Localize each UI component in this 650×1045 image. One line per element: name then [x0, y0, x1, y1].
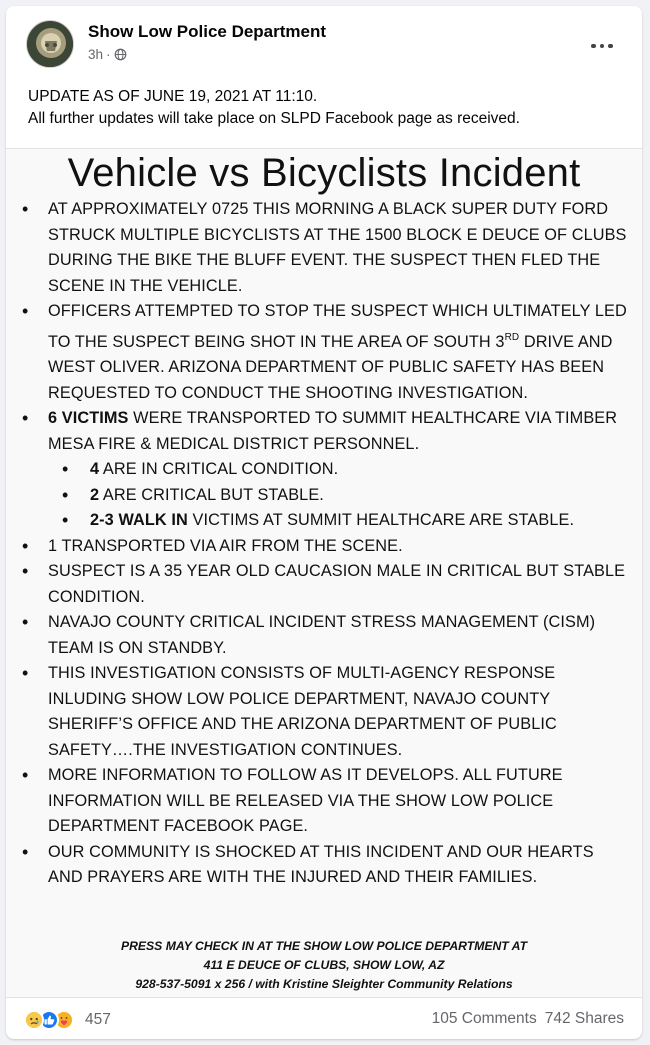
- reaction-count[interactable]: 457: [85, 1011, 111, 1028]
- press-line-1: PRESS MAY CHECK IN AT THE SHOW LOW POLICE DEPARTMENT AT: [120, 939, 528, 953]
- flyer-title: Vehicle vs Bicyclists Incident: [67, 151, 581, 195]
- comments-count-link[interactable]: 105 Comments: [431, 1010, 537, 1027]
- list-item: • THIS INVESTIGATION CONSISTS OF MULTI-AGENCY RESPONSE INLUDING SHOW LOW POLICE DEPARTMENT, NAVAJO COUNTY SHERIFF’S OFFICE AND THE ARIZONA DEPARTMENT OF PUBLIC SAFETY….THE INVESTIGATION CONTINUES.: [22, 663, 557, 759]
- sad-icon: [24, 1010, 44, 1030]
- bullet-icon: •: [22, 663, 29, 683]
- flyer-bullet-list: [20, 197, 630, 891]
- post-header: [20, 18, 630, 78]
- bullet-icon: •: [22, 408, 29, 428]
- bullet-icon: •: [22, 841, 29, 862]
- press-line-3: 928-537-5091 x 256 / with Kristine Sleighter Community Relations: [135, 977, 513, 991]
- sub-list: [20, 457, 630, 534]
- list-item: • OUR COMMUNITY IS SHOCKED AT THIS INCIDENT AND OUR HEARTS AND PRAYERS ARE WITH THE INJURED AND THEIR FAMILIES.: [22, 841, 594, 886]
- bullet-icon: •: [22, 561, 29, 581]
- bullet-icon: •: [22, 612, 29, 632]
- page-name[interactable]: Show Low Police Department: [88, 22, 327, 41]
- bullet-icon: •: [22, 765, 29, 785]
- bullet-icon: •: [22, 199, 29, 219]
- press-line-2: 411 E DEUCE OF CLUBS, SHOW LOW, AZ: [203, 958, 445, 972]
- page-avatar[interactable]: [26, 20, 74, 68]
- post-text-line-1: UPDATE AS OF JUNE 19, 2021 AT 11:10.: [28, 88, 318, 105]
- list-item: • AT APPROXIMATELY 0725 THIS MORNING A BLACK SUPER DUTY FORD STRUCK MULTIPLE BICYCLISTS AT THE 1500 BLOCK E DEUCE OF CLUBS DURING THE BIKE THE BLUFF EVENT. THE SUSPECT THEN FLED THE SCENE IN THE VEHICLE.: [22, 199, 627, 295]
- bullet-icon: •: [62, 484, 69, 505]
- post-time[interactable]: 3h: [88, 47, 104, 62]
- post-text: [28, 86, 628, 130]
- list-item: • NAVAJO COUNTY CRITICAL INCIDENT STRESS MANAGEMENT (CISM) TEAM IS ON STANDBY.: [22, 612, 596, 657]
- list-item: • MORE INFORMATION TO FOLLOW AS IT DEVELOPS. ALL FUTURE INFORMATION WILL BE RELEASED VIA THE SHOW LOW POLICE DEPARTMENT FACEBOOK PAGE.: [22, 765, 563, 835]
- list-item: • 4 ARE IN CRITICAL CONDITION.: [20, 457, 630, 483]
- list-item: • 2 ARE CRITICAL BUT STABLE.: [20, 483, 630, 509]
- post-image[interactable]: [6, 148, 642, 998]
- flyer-press-footer: [6, 937, 642, 994]
- list-item: • SUSPECT IS A 35 YEAR OLD CAUCASION MALE IN CRITICAL BUT STABLE CONDITION.: [22, 561, 626, 606]
- globe-icon: [114, 48, 127, 61]
- bullet-icon: •: [62, 459, 69, 479]
- list-item: • OFFICERS ATTEMPTED TO STOP THE SUSPECT WHICH ULTIMATELY LED TO THE SUSPECT BEING SHOT IN THE AREA OF SOUTH 3RD DRIVE AND WEST OLIVER. ARIZONA DEPARTMENT OF PUBLIC SAFETY HAS BEEN REQUESTED TO CONDUCT THE SHOOTING INVESTIGATION.: [22, 301, 627, 402]
- engagement-counts: [432, 1010, 624, 1028]
- more-options-icon[interactable]: [586, 30, 618, 62]
- bullet-icon: •: [22, 535, 29, 556]
- post-stats-bar: [6, 1000, 642, 1039]
- post-card: [6, 6, 642, 1039]
- list-item: • 2-3 WALK IN VICTIMS AT SUMMIT HEALTHCARE ARE STABLE.: [20, 508, 630, 534]
- post-text-line-2: All further updates will take place on SLPD Facebook page as received.: [28, 110, 520, 127]
- bullet-icon: •: [22, 301, 29, 321]
- shares-count-link[interactable]: 742 Shares: [544, 1010, 624, 1027]
- reactions-summary[interactable]: [24, 1010, 111, 1030]
- list-item: • 6 VICTIMS WERE TRANSPORTED TO SUMMIT HEALTHCARE VIA TIMBER MESA FIRE & MEDICAL DISTRICT PERSONNEL.: [22, 408, 618, 453]
- list-item: • 1 TRANSPORTED VIA AIR FROM THE SCENE.: [20, 534, 630, 560]
- post-meta: 3h ·: [88, 47, 127, 62]
- bullet-icon: •: [62, 510, 69, 530]
